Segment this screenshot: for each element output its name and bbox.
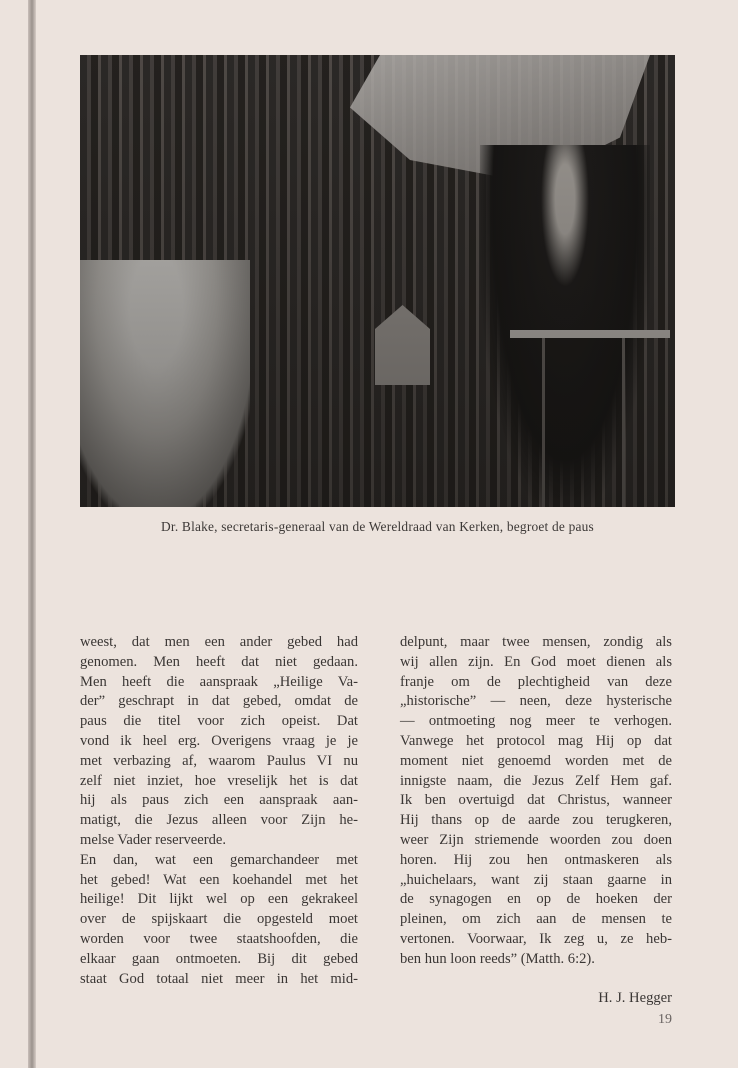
text-line: ben hun loon reeds” (Matth. 6:2). bbox=[400, 950, 595, 967]
text-line: delpunt, maar twee mensen, zondig als bbox=[400, 634, 672, 650]
text-line: worden voor twee staatshoofden, die bbox=[80, 930, 358, 947]
text-line: wij allen zijn. En God moet dienen als bbox=[400, 653, 672, 670]
text-line: genomen. Men heeft dat niet gedaan. bbox=[80, 653, 358, 670]
text-line: weest, dat men een ander gebed had bbox=[80, 634, 358, 650]
page-binding-edge bbox=[28, 0, 36, 1068]
text-line: elkaar gaan ontmoeten. Bij dit gebed bbox=[80, 950, 358, 967]
text-line: pleinen, om zich aan de mensen te bbox=[400, 911, 672, 928]
text-line: hij als paus zich een aanspraak aan- bbox=[80, 792, 358, 809]
text-line: franje om de plechtigheid van deze bbox=[400, 673, 672, 690]
text-line: vertonen. Voorwaar, Ik zeg u, ze heb- bbox=[400, 930, 672, 947]
text-line: weer Zijn striemende woorden zou doen bbox=[400, 831, 672, 848]
text-line: matigt, die Jezus alleen voor Zijn he- bbox=[80, 812, 358, 829]
text-line: En dan, wat een gemarchandeer met bbox=[80, 851, 358, 868]
text-line: Ik ben overtuigd dat Christus, wanneer bbox=[400, 792, 672, 809]
text-column-left bbox=[80, 633, 358, 989]
text-line: innigste naam, die Jezus Zelf Hem gaf. bbox=[400, 772, 672, 789]
text-line: — ontmoeting nog meer te verhogen. bbox=[400, 713, 672, 730]
text-line: staat God totaal niet meer in het mid- bbox=[80, 970, 358, 987]
text-line: Men heeft die aanspraak „Heilige Va- bbox=[80, 673, 358, 690]
text-line: het gebed! Wat een koehandel met het bbox=[80, 871, 358, 888]
page-number: 19 bbox=[658, 1012, 672, 1027]
text-line: Hij thans op de aarde zou terugkeren, bbox=[400, 812, 672, 829]
text-line: moment niet genoemd worden met de bbox=[400, 752, 672, 769]
photo-caption: Dr. Blake, secretaris-generaal van de Wereldraad van Kerken, begroet de paus bbox=[161, 519, 594, 534]
text-line: zelf niet inziet, hoe vreselijk het is dat bbox=[80, 772, 358, 789]
text-line: met verbazing af, waarom Paulus VI nu bbox=[80, 752, 358, 769]
text-line: over de spijskaart die opgesteld moet bbox=[80, 911, 358, 928]
text-column-right bbox=[400, 633, 672, 970]
photo-shade bbox=[80, 55, 675, 507]
author-signature: H. J. Hegger bbox=[598, 990, 672, 1006]
text-line: vond ik heel erg. Overigens vraag je je bbox=[80, 732, 358, 749]
text-line: paus die titel voor zich opeist. Dat bbox=[80, 713, 358, 730]
text-line: de synagogen en op de hoeken der bbox=[400, 891, 672, 908]
text-line: heilige! Dit lijkt wel op een gekrakeel bbox=[80, 891, 358, 908]
text-line: „historische” — neen, deze hysterische bbox=[400, 693, 672, 710]
text-line: horen. Hij zou hen ontmaskeren als bbox=[400, 851, 672, 868]
text-line: der” geschrapt in dat gebed, omdat de bbox=[80, 693, 358, 710]
text-line: „huichelaars, want zij staan gaarne in bbox=[400, 871, 672, 888]
text-line: Vanwege het protocol mag Hij op dat bbox=[400, 732, 672, 749]
photo-pope-and-dr-blake bbox=[80, 55, 675, 507]
text-line: melse Vader reserveerde. bbox=[80, 831, 226, 848]
